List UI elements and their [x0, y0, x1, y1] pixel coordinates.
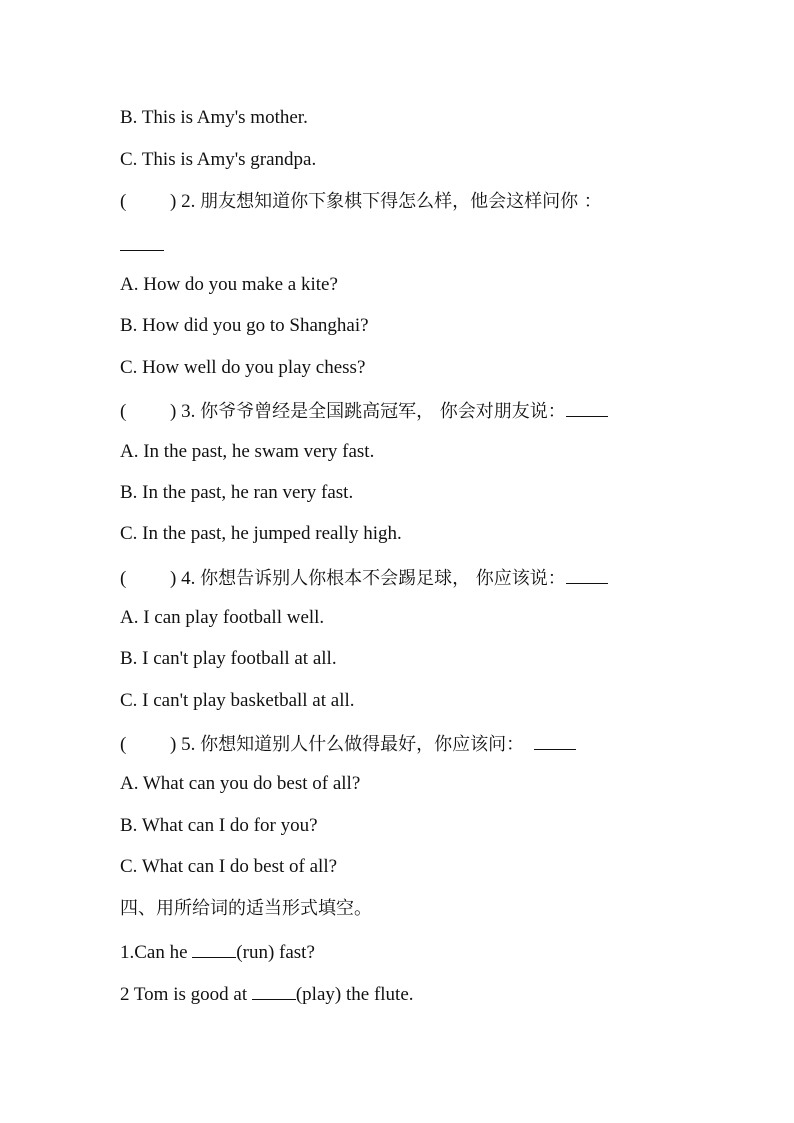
question-text: 朋友想知道你下象棋下得怎么样，他会这样问你 ：	[200, 191, 602, 212]
option-1c: C. This is Amy's grandpa.	[120, 149, 317, 170]
answer-blank[interactable]	[566, 565, 608, 584]
question-number: ) 2.	[170, 191, 196, 212]
answer-paren-open: (	[120, 401, 127, 422]
question-2	[120, 190, 602, 214]
fill-in-text: (run) fast?	[236, 942, 315, 963]
question-text: 你想告诉别人你根本不会踢足球， 你应该说：	[200, 568, 566, 589]
answer-blank-line	[120, 232, 164, 258]
fill-in-blank[interactable]	[252, 981, 296, 1000]
option-3a: A. In the past, he swam very fast.	[120, 441, 375, 462]
answer-blank[interactable]	[534, 731, 576, 750]
option-2a: A. How do you make a kite?	[120, 274, 338, 295]
question-number: ) 5.	[170, 734, 196, 755]
answer-paren-open: (	[120, 568, 127, 589]
option-1b: B. This is Amy's mother.	[120, 107, 308, 128]
section-heading: 四、用所给词的适当形式填空。	[120, 898, 372, 919]
question-3	[120, 398, 608, 424]
answer-blank[interactable]	[566, 398, 608, 417]
question-text: 你爷爷曾经是全国跳高冠军， 你会对朋友说：	[200, 401, 566, 422]
question-number: ) 3.	[170, 401, 196, 422]
question-text: 你想知道别人什么做得最好，你应该问：	[200, 734, 525, 755]
fill-in-item-2	[120, 981, 414, 1007]
option-2b: B. How did you go to Shanghai?	[120, 315, 369, 336]
option-3b: B. In the past, he ran very fast.	[120, 482, 354, 503]
fill-in-blank[interactable]	[192, 939, 236, 958]
fill-in-item-1	[120, 939, 315, 965]
question-4	[120, 565, 608, 591]
option-5a: A. What can you do best of all?	[120, 773, 361, 794]
option-4b: B. I can't play football at all.	[120, 648, 337, 669]
option-4a: A. I can play football well.	[120, 607, 325, 628]
fill-in-text: 2 Tom is good at	[120, 984, 252, 1005]
answer-blank[interactable]	[120, 232, 164, 251]
answer-paren-open: (	[120, 191, 127, 212]
question-number: ) 4.	[170, 568, 196, 589]
fill-in-text: 1.Can he	[120, 942, 193, 963]
option-5b: B. What can I do for you?	[120, 815, 318, 836]
option-5c: C. What can I do best of all?	[120, 856, 338, 877]
option-2c: C. How well do you play chess?	[120, 357, 366, 378]
option-4c: C. I can't play basketball at all.	[120, 690, 355, 711]
option-3c: C. In the past, he jumped really high.	[120, 523, 402, 544]
fill-in-text: (play) the flute.	[295, 984, 414, 1005]
answer-paren-open: (	[120, 734, 127, 755]
question-5	[120, 731, 576, 757]
